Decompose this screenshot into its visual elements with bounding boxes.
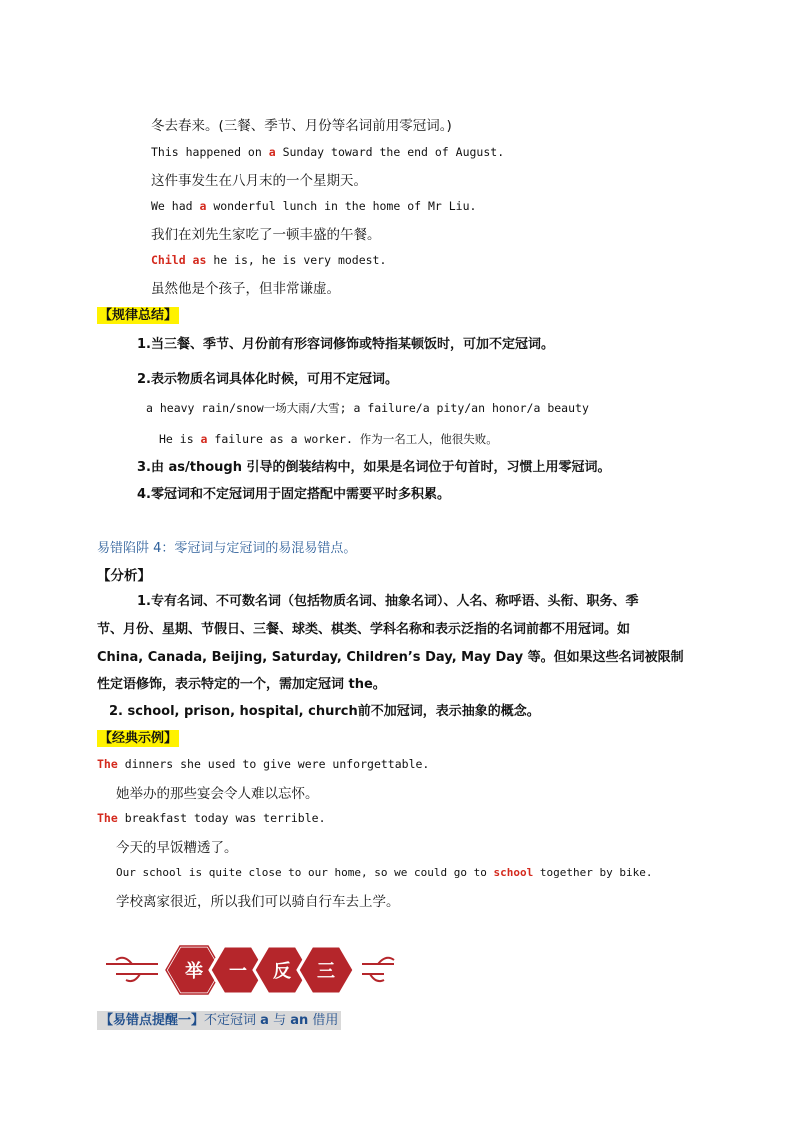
highlight-phrase: Child as bbox=[151, 253, 207, 267]
rule-example bbox=[159, 431, 498, 447]
banner-char: 三 bbox=[317, 961, 335, 982]
rule-item: 2.表示物质名词具体化时候，可用不定冠词。 bbox=[137, 372, 398, 387]
example-sentence bbox=[151, 253, 386, 267]
analysis-paragraph: 1.专有名词、不可数名词（包括物质名词、抽象名词）、人名、称呼语、头衔、职务、季 bbox=[137, 594, 639, 609]
highlight-article: a bbox=[199, 199, 207, 213]
text-span: 借用 bbox=[308, 1013, 339, 1028]
highlight-article: The bbox=[97, 811, 118, 825]
rule-summary-tag bbox=[97, 304, 179, 323]
banner-char: 反 bbox=[273, 961, 291, 982]
rule-item: 4.零冠词和不定冠词用于固定搭配中需要平时多积累。 bbox=[137, 487, 450, 502]
left-ornament-icon bbox=[106, 958, 158, 981]
banner-char: 举 bbox=[185, 961, 203, 982]
examples-tag bbox=[97, 727, 179, 746]
highlight-article: The bbox=[97, 757, 118, 771]
analysis-paragraph: China, Canada, Beijing, Saturday, Children’s Day, May Day 等。但如果这些名词被限制 bbox=[97, 650, 684, 665]
translation-line: 这件事发生在八月末的一个星期天。 bbox=[151, 173, 367, 189]
text-span: 不定冠词 bbox=[204, 1013, 261, 1028]
analysis-paragraph: 性定语修饰，表示特定的一个，需加定冠词 the。 bbox=[97, 677, 386, 692]
translation-line: 我们在刘先生家吃了一顿丰盛的午餐。 bbox=[151, 227, 381, 243]
translation-line: 她举办的那些宴会令人难以忘怀。 bbox=[116, 786, 319, 802]
highlight-article: a bbox=[200, 432, 208, 446]
rule-example: a heavy rain/snow一场大雨/大雪; a failure/a pity/an honor/a beauty bbox=[146, 401, 589, 415]
text-span: failure as a worker. 作为一名工人，他很失败。 bbox=[207, 432, 498, 446]
translation-line: 学校离家很近，所以我们可以骑自行车去上学。 bbox=[116, 894, 400, 910]
text-span: Our school is quite close to our home, so we could go to bbox=[116, 866, 494, 879]
highlight-word: school bbox=[493, 866, 534, 879]
text-span: breakfast today was terrible. bbox=[117, 811, 326, 825]
text-span: he is, he is very modest. bbox=[206, 253, 387, 267]
example-sentence bbox=[97, 757, 429, 771]
example-sentence bbox=[151, 145, 504, 159]
analysis-tag: 【分析】 bbox=[97, 568, 151, 584]
example-sentence bbox=[116, 866, 652, 879]
rule-item: 3.由 as/though 引导的倒装结构中，如果是名词位于句首时，习惯上用零冠词。 bbox=[137, 460, 611, 475]
text-span: 与 bbox=[268, 1013, 291, 1028]
text-span: We had bbox=[151, 199, 200, 213]
right-ornament-icon bbox=[362, 958, 394, 981]
tag-label: 【规律总结】 bbox=[99, 308, 178, 323]
translation-line: 今天的早饭糟透了。 bbox=[116, 840, 238, 856]
rule-item: 1.当三餐、季节、月份前有形容词修饰或特指某顿饭时，可加不定冠词。 bbox=[137, 337, 554, 352]
reminder-tag bbox=[97, 1011, 341, 1030]
tag-label: 【经典示例】 bbox=[99, 731, 178, 746]
trap-title: 易错陷阱 4：零冠词与定冠词的易混易错点。 bbox=[97, 541, 357, 556]
example-sentence bbox=[151, 199, 476, 213]
text-span: wonderful lunch in the home of Mr Liu. bbox=[206, 199, 477, 213]
text-span: This happened on bbox=[151, 145, 269, 159]
text-span: an bbox=[290, 1013, 309, 1028]
text-span: together by bike. bbox=[533, 866, 653, 879]
banner-char: 一 bbox=[229, 961, 247, 982]
text-span: a bbox=[260, 1013, 269, 1028]
analysis-paragraph: 2. school, prison, hospital, church前不加冠词，表示抽象的概念。 bbox=[109, 704, 540, 719]
text-span: dinners she used to give were unforgettable. bbox=[117, 757, 430, 771]
text-span: Sunday toward the end of August. bbox=[275, 145, 505, 159]
reminder-heading bbox=[97, 1009, 341, 1028]
section-banner bbox=[100, 938, 400, 1002]
note-line: 冬去春来。(三餐、季节、月份等名词前用零冠词。) bbox=[151, 118, 452, 134]
example-sentence bbox=[97, 811, 326, 825]
tag-label: 【易错点提醒一】 bbox=[100, 1013, 205, 1028]
text-span: He is bbox=[159, 432, 201, 446]
translation-line: 虽然他是个孩子，但非常谦虚。 bbox=[151, 281, 340, 297]
analysis-paragraph: 节、月份、星期、节假日、三餐、球类、棋类、学科名称和表示泛指的名词前都不用冠词。如 bbox=[97, 622, 631, 637]
highlight-article: a bbox=[268, 145, 276, 159]
